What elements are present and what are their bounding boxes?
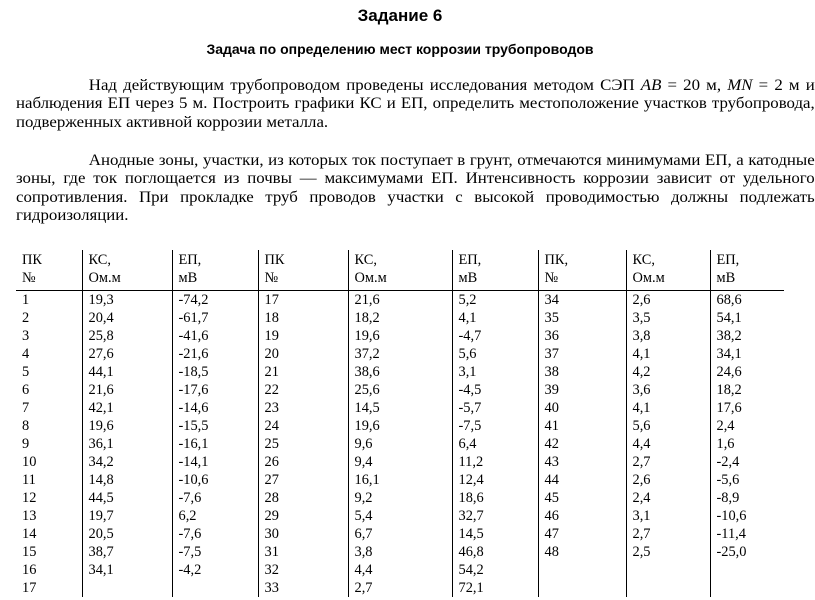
table-cell: 3,1 [452, 363, 538, 381]
table-cell: 40 [538, 399, 626, 417]
table-cell: 34,2 [82, 453, 172, 471]
task-paragraph-2 [16, 151, 815, 225]
table-cell: 47 [538, 525, 626, 543]
table-row [16, 543, 784, 561]
column-header-line: ПК [22, 252, 42, 268]
table-cell: 19,6 [348, 417, 452, 435]
table-cell: 2,4 [626, 489, 710, 507]
table-cell: -2,4 [710, 453, 784, 471]
table-cell: 17 [22, 580, 37, 596]
column-header-line: ПК [264, 252, 285, 268]
table-row [16, 363, 784, 381]
table-cell: 35 [538, 309, 626, 327]
table-cell: 6,2 [172, 507, 258, 525]
table-cell: 3 [22, 328, 30, 344]
table-cell: 11 [22, 472, 36, 488]
table-cell: 34 [538, 291, 626, 310]
table-cell: -17,6 [172, 381, 258, 399]
table-row [16, 435, 784, 453]
table-cell [82, 579, 172, 597]
table-cell: -74,2 [172, 291, 258, 310]
table-row [16, 345, 784, 363]
table-cell: 42,1 [82, 399, 172, 417]
table-cell: 11,2 [452, 453, 538, 471]
table-row [16, 327, 784, 345]
table-cell: 2,4 [710, 417, 784, 435]
table-cell: 46 [538, 507, 626, 525]
table-cell: 5,4 [348, 507, 452, 525]
table-cell: 42 [538, 435, 626, 453]
table-cell: 9 [22, 436, 30, 452]
table-cell: 28 [258, 489, 348, 507]
table-cell [710, 579, 784, 597]
table-cell: 4,4 [348, 561, 452, 579]
column-header-line: ЕП, [178, 252, 202, 268]
table-cell: 17,6 [710, 399, 784, 417]
task-subtitle: Задача по определению мест коррозии трубопроводов [206, 41, 594, 57]
table-cell: 32,7 [452, 507, 538, 525]
table-cell: 13 [22, 508, 37, 524]
table-row [16, 381, 784, 399]
table-cell: 9,2 [348, 489, 452, 507]
column-header-line: КС, [354, 252, 377, 268]
table-cell: 8 [22, 418, 30, 434]
table-cell: 54,1 [710, 309, 784, 327]
table-cell: -25,0 [710, 543, 784, 561]
column-header [626, 250, 710, 291]
p1-ab-symbol: АВ [640, 76, 662, 94]
table-cell: 68,6 [710, 291, 784, 310]
column-header [538, 250, 626, 291]
table-row [16, 471, 784, 489]
table-row [16, 417, 784, 435]
table-cell: 4,1 [626, 399, 710, 417]
table-cell: 29 [258, 507, 348, 525]
column-header [710, 250, 784, 291]
table-cell: 36,1 [82, 435, 172, 453]
table-cell: 4,2 [626, 363, 710, 381]
table-cell: -16,1 [172, 435, 258, 453]
table-cell: 12,4 [452, 471, 538, 489]
table-cell: 14 [22, 526, 37, 542]
table-cell: 39 [538, 381, 626, 399]
table-cell: 12 [22, 490, 37, 506]
table-cell: 16 [22, 562, 37, 578]
table-cell: 37 [538, 345, 626, 363]
table-cell: -4,5 [452, 381, 538, 399]
table-cell: 32 [258, 561, 348, 579]
table-header-row [16, 250, 784, 291]
table-cell: 14,5 [452, 525, 538, 543]
table-cell: -15,5 [172, 417, 258, 435]
page-title: Задание 6 [357, 6, 443, 25]
table-cell: 34,1 [710, 345, 784, 363]
table-cell [626, 561, 710, 579]
column-header [172, 250, 258, 291]
table-cell: 19 [258, 327, 348, 345]
table-cell: 38,2 [710, 327, 784, 345]
table-cell: 20 [258, 345, 348, 363]
table-cell: 43 [538, 453, 626, 471]
column-header-line: № [22, 269, 36, 286]
table-cell: -10,6 [172, 471, 258, 489]
table-row [16, 561, 784, 579]
table-cell: 72,1 [452, 579, 538, 597]
table-cell: -11,4 [710, 525, 784, 543]
table-cell: -10,6 [710, 507, 784, 525]
table-cell: 5,6 [452, 345, 538, 363]
column-header [452, 250, 538, 291]
column-header [258, 250, 348, 291]
table-cell: 38 [538, 363, 626, 381]
table-cell: -8,9 [710, 489, 784, 507]
column-header-line: мВ [458, 269, 478, 286]
table-row [16, 399, 784, 417]
table-cell: 2,5 [626, 543, 710, 561]
table-cell: -5,6 [710, 471, 784, 489]
table-cell: -7,5 [452, 417, 538, 435]
table-cell: 18,2 [348, 309, 452, 327]
table-cell: -5,7 [452, 399, 538, 417]
table-cell: 26 [258, 453, 348, 471]
table-cell [538, 579, 626, 597]
column-header [82, 250, 172, 291]
table-cell: 2,7 [626, 525, 710, 543]
table-row [16, 489, 784, 507]
table-cell: 2,6 [626, 471, 710, 489]
table-cell: 2,7 [626, 453, 710, 471]
table-cell: 2 [22, 310, 30, 326]
table-cell: -14,6 [172, 399, 258, 417]
table-cell: 14,5 [348, 399, 452, 417]
table-row [16, 525, 784, 543]
table-cell [710, 561, 784, 579]
table-cell: 25,6 [348, 381, 452, 399]
table-row [16, 291, 784, 310]
column-header-line: мВ [178, 269, 198, 286]
table-cell: 9,4 [348, 453, 452, 471]
table-cell: 3,8 [348, 543, 452, 561]
table-cell: 45 [538, 489, 626, 507]
table-cell: -4,2 [172, 561, 258, 579]
table-cell: 3,8 [626, 327, 710, 345]
table-cell: 38,6 [348, 363, 452, 381]
table-cell: 20,4 [82, 309, 172, 327]
column-header-line: № [264, 269, 279, 286]
table-cell: 30 [258, 525, 348, 543]
table-cell: 25,8 [82, 327, 172, 345]
column-header-line: КС, [88, 252, 111, 268]
table-cell: 46,8 [452, 543, 538, 561]
p2-text: Анодные зоны, участки, из которых ток поступает в грунт, отмечаются минимумами ЕП, а катодные зоны, где ток поглощается из почвы — максимумами ЕП. Интенсивность коррозии зависит от удельного сопротивления. При прокладке труб проводов участки с высокой проводимостью должны подлежать гидроизоляции. [16, 151, 815, 225]
table-cell: 17 [258, 291, 348, 310]
table-cell: 2,7 [348, 579, 452, 597]
table-cell: 6,7 [348, 525, 452, 543]
table-cell: 48 [538, 543, 626, 561]
table-cell: 14,8 [82, 471, 172, 489]
column-header-line: ПК, [544, 252, 569, 268]
table-cell: 19,3 [82, 291, 172, 310]
table-cell: 4,4 [626, 435, 710, 453]
table-cell: 7 [22, 400, 30, 416]
measurements-table [16, 250, 784, 597]
column-header-line: Ом.м [354, 269, 387, 286]
table-row [16, 309, 784, 327]
table-cell: -7,6 [172, 489, 258, 507]
table-cell: 18 [258, 309, 348, 327]
table-cell: 44,5 [82, 489, 172, 507]
column-header-line: ЕП, [716, 252, 740, 268]
table-cell: -14,1 [172, 453, 258, 471]
table-cell: 1,6 [710, 435, 784, 453]
table-cell: 5,6 [626, 417, 710, 435]
table-cell: 2,6 [626, 291, 710, 310]
table-cell: 6,4 [452, 435, 538, 453]
table-cell: 4,1 [452, 309, 538, 327]
table-cell: 24 [258, 417, 348, 435]
table-cell: 34,1 [82, 561, 172, 579]
table-cell: 44,1 [82, 363, 172, 381]
table-row [16, 579, 784, 597]
column-header-line: Ом.м [88, 269, 121, 286]
table-cell: 27,6 [82, 345, 172, 363]
p1-mn-symbol: MN [727, 76, 753, 94]
table-cell: 37,2 [348, 345, 452, 363]
table-cell: 33 [258, 579, 348, 597]
table-cell: 24,6 [710, 363, 784, 381]
table-cell: -7,6 [172, 525, 258, 543]
table-cell: 10 [22, 454, 37, 470]
table-cell: 5,2 [452, 291, 538, 310]
table-cell: 36 [538, 327, 626, 345]
table-cell: 23 [258, 399, 348, 417]
column-header-line: ЕП, [458, 252, 482, 268]
table-cell: 22 [258, 381, 348, 399]
table-cell: 27 [258, 471, 348, 489]
column-header-line: Ом.м [632, 269, 665, 286]
column-header [16, 250, 82, 291]
table-cell: 38,7 [82, 543, 172, 561]
table-cell: 54,2 [452, 561, 538, 579]
table-cell: 19,6 [348, 327, 452, 345]
table-cell [626, 579, 710, 597]
table-cell: 1 [22, 292, 30, 308]
column-header-line: № [544, 269, 559, 286]
table-row [16, 507, 784, 525]
p1-part-b: = 20 м, [661, 76, 728, 94]
table-cell: -61,7 [172, 309, 258, 327]
table-cell [538, 561, 626, 579]
column-header [348, 250, 452, 291]
table-cell: 19,6 [82, 417, 172, 435]
table-row [16, 453, 784, 471]
table-cell: 9,6 [348, 435, 452, 453]
column-header-line: мВ [716, 269, 736, 286]
task-paragraph-1 [16, 76, 815, 131]
table-cell: 6 [22, 382, 30, 398]
table-cell: 4,1 [626, 345, 710, 363]
table-cell: -7,5 [172, 543, 258, 561]
table-cell: 3,6 [626, 381, 710, 399]
table-cell: 4 [22, 346, 30, 362]
table-cell: -21,6 [172, 345, 258, 363]
table-cell: 18,6 [452, 489, 538, 507]
table-cell: 16,1 [348, 471, 452, 489]
table-cell: 3,1 [626, 507, 710, 525]
table-cell: -41,6 [172, 327, 258, 345]
table-cell: 21,6 [348, 291, 452, 310]
table-cell: 19,7 [82, 507, 172, 525]
p1-part-c: = 2 м и наблюдения ЕП через 5 м. Построить графики КС и ЕП, определить местоположение участков трубопровода, подверженных активной коррозии металла. [16, 76, 815, 131]
table-cell: 3,5 [626, 309, 710, 327]
table-cell: -4,7 [452, 327, 538, 345]
table-cell [172, 579, 258, 597]
table-cell: 18,2 [710, 381, 784, 399]
table-cell: 41 [538, 417, 626, 435]
table-cell: -18,5 [172, 363, 258, 381]
table-cell: 21 [258, 363, 348, 381]
table-cell: 25 [258, 435, 348, 453]
p1-part-a: Над действующим трубопроводом проведены исследования методом СЭП [88, 76, 641, 94]
column-header-line: КС, [632, 252, 655, 268]
table-cell: 15 [22, 544, 37, 560]
table-cell: 44 [538, 471, 626, 489]
table-cell: 20,5 [82, 525, 172, 543]
table-body [16, 291, 784, 598]
table-cell: 5 [22, 364, 30, 380]
table-cell: 21,6 [82, 381, 172, 399]
table-cell: 31 [258, 543, 348, 561]
